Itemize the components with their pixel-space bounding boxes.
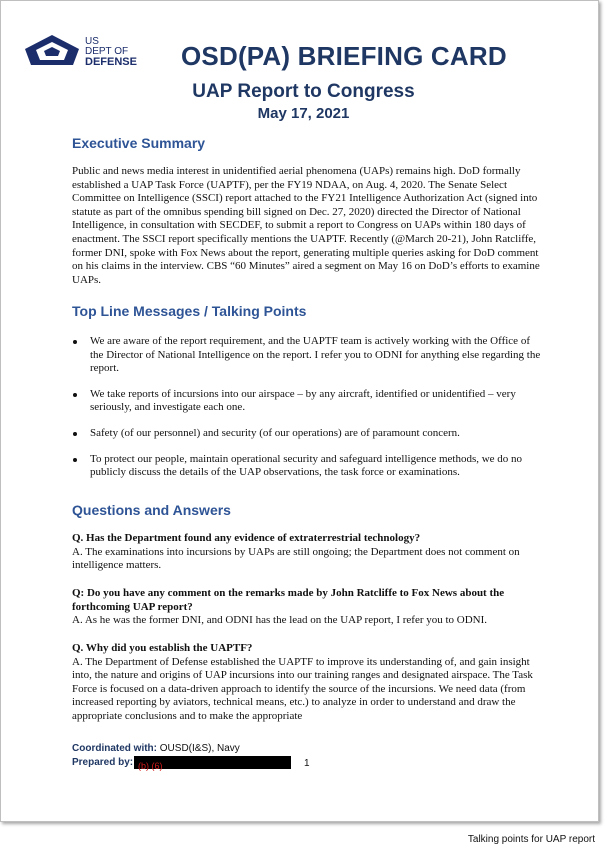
qa-item — [72, 532, 542, 573]
question-text: Q. Has the Department found any evidence of extraterrestrial technology? — [72, 532, 421, 544]
qa-item — [72, 587, 542, 628]
bullet-icon — [73, 393, 77, 397]
list-item — [72, 335, 542, 376]
bullet-icon — [73, 340, 77, 344]
talking-points-heading: Top Line Messages / Talking Points — [72, 303, 307, 319]
bullet-icon — [73, 458, 77, 462]
list-item — [72, 427, 542, 441]
qa-item — [72, 642, 542, 724]
redaction-code: (b) (6) — [138, 761, 163, 771]
report-title: UAP Report to Congress — [192, 81, 415, 102]
dod-logo — [23, 31, 153, 75]
qa-heading: Questions and Answers — [72, 502, 231, 518]
report-date: May 17, 2021 — [257, 105, 350, 122]
page-number: 1 — [304, 758, 310, 769]
talking-points-list — [72, 335, 542, 492]
coordinated-value: OUSD(I&S), Navy — [159, 743, 240, 754]
coordination-line — [72, 743, 240, 755]
logo-line-2: DEPT OF — [85, 46, 129, 57]
footer-caption: Talking points for UAP report — [467, 834, 595, 845]
logo-wordmark — [85, 37, 137, 67]
list-item — [72, 388, 542, 415]
question-text: Q: Do you have any comment on the remarks made by John Ratcliffe to Fox News about the forthcoming UAP report? — [72, 587, 505, 613]
list-item — [72, 453, 542, 480]
logo-line-3: DEFENSE — [85, 56, 137, 68]
logo-line-1: US — [85, 36, 99, 47]
talking-point-text: We are aware of the report requirement, and the UAPTF team is actively working with the Office of the Director of National Intelligence on the report. I refer you to ODNI for anything else regarding the report. — [90, 335, 541, 375]
briefing-card-title: OSD(PA) BRIEFING CARD — [181, 41, 507, 71]
talking-point-text: We take reports of incursions into our airspace – by any aircraft, identified or unidentified – very seriously, and investigate each one. — [90, 387, 516, 414]
executive-summary-heading: Executive Summary — [72, 135, 206, 151]
executive-summary-text: Public and news media interest in unidentified aerial phenomena (UAPs) remains high. DoD formally established a UAP Task Force (UAPTF), per the FY19 NDAA, on Aug. 4, 2020. The Senate Select Committee on Intelligence (SSCI) report attached to the FY21 Intelligence Authorization Act (signed into statute as part of the omnibus spending bill signed on Dec. 27, 2020) directed the Director of National Intelligence, in consultation with SECDEF, to submit a report to Congress on UAPs within 180 days of enactment. The SSCI report specifically mentions the UAPTF. Recently (@March 20-21), John Ratcliffe, former DNI, spoke with Fox News about the report, generating multiple queries asking for DoD comment on his claims in the interview. CBS “60 Minutes” aired a segment on May 16 on DoD’s efforts to examine UAPs. — [72, 165, 540, 286]
question-text: Q. Why did you establish the UAPTF? — [72, 642, 253, 654]
pentagon-icon — [23, 33, 81, 67]
talking-point-text: Safety (of our personnel) and security (of our operations) are of paramount concern. — [90, 426, 460, 439]
bullet-icon — [73, 432, 77, 436]
prepared-label: Prepared by: — [72, 757, 134, 768]
coordinated-label: Coordinated with: — [72, 743, 157, 754]
answer-text: A. As he was the former DNI, and ODNI has the lead on the UAP report, I refer you to ODNI. — [72, 614, 488, 627]
talking-point-text: To protect our people, maintain operational security and safeguard intelligence methods, we do no publicly discuss the details of the UAP observations, the task force or examinations. — [90, 452, 523, 479]
answer-text: A. The examinations into incursions by UAPs are still ongoing; the Department does not comment on intelligence matters. — [72, 545, 520, 572]
redaction-block — [134, 756, 291, 769]
answer-text: A. The Department of Defense established the UAPTF to improve its understanding of, and gain insight into, the nature and origins of UAP incursions into our training ranges and designated airspace. The Task Force is focused on a data-driven approach to identify the source of the incursions. We need data (from increased reporting by aviators, technical means, etc.) to analyze in order to understand and draw the appropriate conclusions and to make the appropriate — [72, 655, 533, 722]
prepared-by-line — [72, 757, 133, 768]
